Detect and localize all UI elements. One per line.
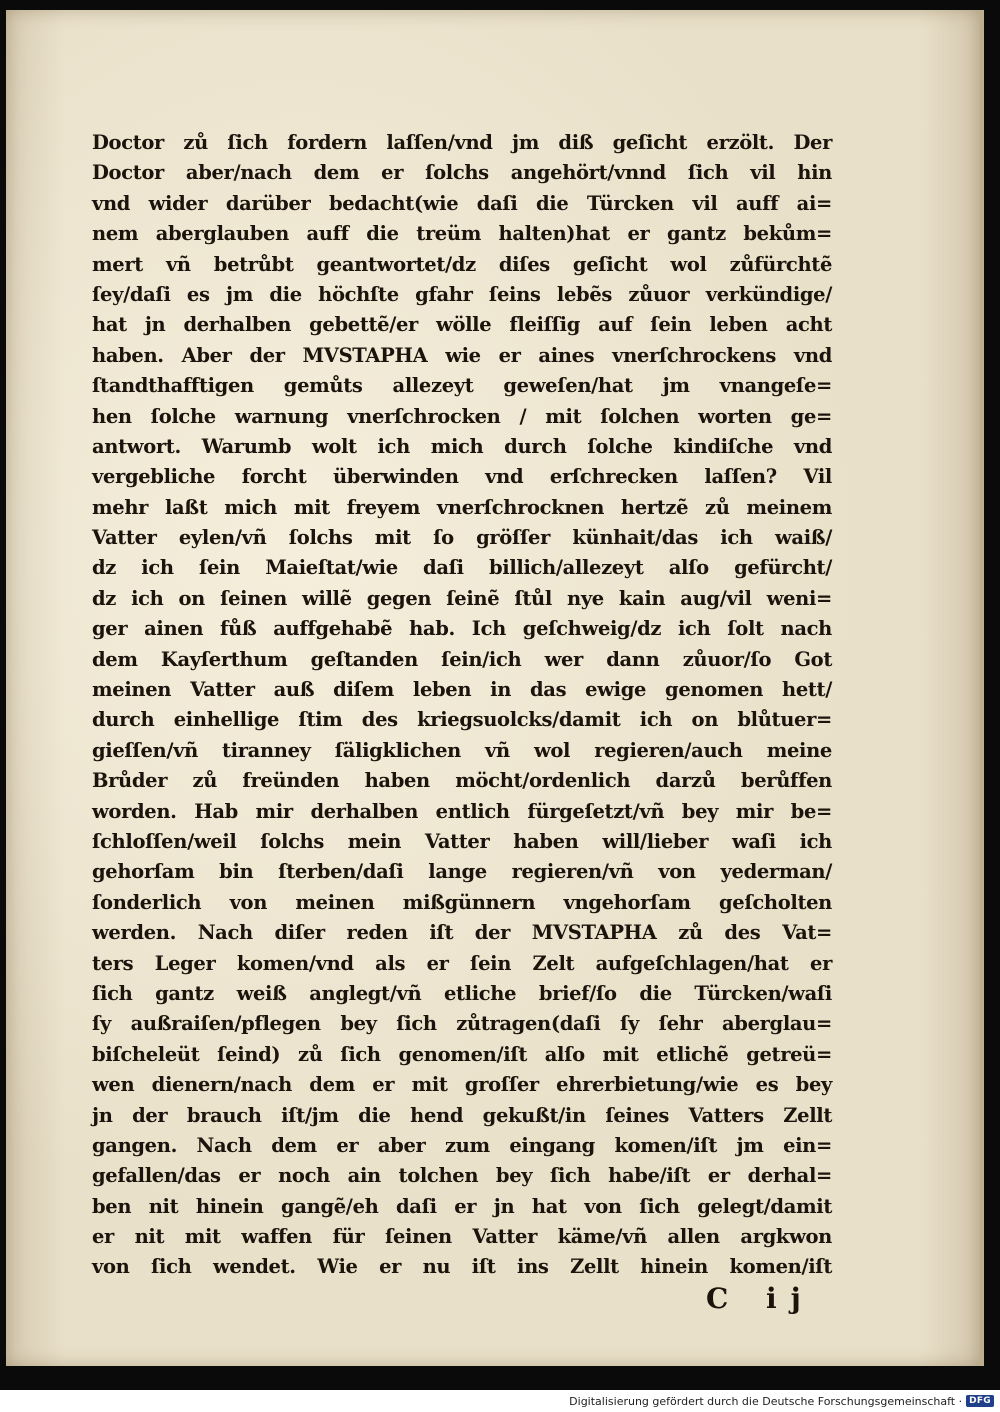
text-line: antwort. Warumb wolt ich mich durch ſolche kindiſche vnd: [92, 434, 832, 458]
text-line: ſich gantz weiß anglegt/vñ etliche brief/ſo die Türcken/waſi: [92, 981, 832, 1005]
footer-credit-text: Digitalisierung gefördert durch die Deutsche Forschungsgemeinschaft ·: [569, 1394, 963, 1408]
text-line: ſchloſſen/weil ſolchs mein Vatter haben will/lieber waſi ich: [92, 829, 832, 853]
digitization-footer: [569, 1392, 994, 1410]
text-line: gehorſam bin ſterben/daſi lange regieren/vñ von yederman/: [92, 860, 832, 884]
text-line: dem Kayſerthum geſtanden ſein/ich wer dann zůuor/ſo Got: [92, 647, 832, 671]
text-line: mehr laßt mich mit freyem vnerſchrocknen hertzẽ zů meinem: [92, 495, 832, 519]
text-line: worden. Hab mir derhalben entlich fürgeſetzt/vñ bey mir be=: [92, 799, 832, 823]
text-line: ger ainen fůß auffgehabẽ hab. Ich geſchweig/dz ich ſolt nach: [92, 617, 832, 641]
text-line: vergebliche forcht überwinden vnd erſchrecken laſſen? Vil: [92, 465, 832, 489]
text-line: biſcheleüt ſeind) zů ſich genomen/iſt alſo mit etlichẽ getreü=: [92, 1042, 832, 1066]
text-line: hen ſolche warnung vnerſchrocken / mit ſolchen worten ge=: [92, 404, 832, 428]
text-line: gangen. Nach dem er aber zum eingang komen/iſt jm ein=: [92, 1133, 832, 1157]
book-page: [6, 10, 984, 1366]
text-line: vnd wider darüber bedacht(wie daſi die Türcken vil auff ai=: [92, 191, 832, 215]
text-line: jn der brauch iſt/jm die hend gekußt/in ſeines Vatters Zellt: [92, 1103, 832, 1127]
text-line: nem aberglauben auff die treüm halten)hat er gantz bekům=: [92, 222, 832, 246]
text-line: ſy außraiſen/pflegen bey ſich zůtragen(daſi ſy ſehr aberglau=: [92, 1012, 832, 1036]
text-line: ben nit hinein gangẽ/eh daſi er jn hat von ſich gelegt/damit: [92, 1194, 832, 1218]
text-line: gefallen/das er noch ain tolchen bey ſich habe/iſt er derhal=: [92, 1164, 832, 1188]
text-line: dz ich ſein Maieſtat/wie daſi billich/allezeyt alſo gefürcht/: [92, 556, 832, 580]
text-line: werden. Nach diſer reden iſt der MVSTAPHA zů des Vat=: [92, 921, 832, 945]
text-line: von ſich wendet. Wie er nu iſt ins Zellt hinein komen/iſt: [92, 1255, 832, 1279]
text-line: Doctor aber/nach dem er ſolchs angehört/vnnd ſich vil hin: [92, 161, 832, 185]
text-line: gieſſen/vñ tiranney ſäligklichen vñ wol regieren/auch meine: [92, 738, 832, 762]
text-line: ters Leger komen/vnd als er ſein Zelt aufgeſchlagen/hat er: [92, 951, 832, 975]
text-line: Vatter eylen/vñ ſolchs mit ſo gröſſer künhait/das ich waiß/: [92, 526, 832, 550]
text-line: er nit mit waffen für ſeinen Vatter käme/vñ allen argkwon: [92, 1225, 832, 1249]
text-line: haben. Aber der MVSTAPHA wie er aines vnerſchrockens vnd: [92, 343, 832, 367]
text-line: dz ich on ſeinen willẽ gegen ſeinẽ ſtůl nye kain aug/vil weni=: [92, 586, 832, 610]
text-line: ſey/daſi es jm die höchſte gfahr ſeins lebẽs zůuor verkündige/: [92, 282, 832, 306]
text-line: meinen Vatter auß diſem leben in das ewige genomen hett/: [92, 678, 832, 702]
signature-mark: C ij: [706, 1282, 815, 1315]
text-line: ſonderlich von meinen mißgünnern vngehorſam geſcholten: [92, 890, 832, 914]
text-line: Doctor zů ſich fordern laſſen/vnd jm diß geſicht erzölt. Der: [92, 131, 832, 154]
text-line: wen dienern/nach dem er mit groſſer ehrerbietung/wie es bey: [92, 1073, 832, 1097]
text-line: hat jn derhalben gebettẽ/er wölle fleiſſig auf ſein leben acht: [92, 313, 832, 337]
text-line: durch einhellige ſtim des kriegsuolcks/damit ich on blůtuer=: [92, 708, 832, 732]
text-line: ſtandthafftigen gemůts allezeyt geweſen/hat jm vnangeſe=: [92, 374, 832, 398]
text-line: mert vñ betrůbt geantwortet/dz diſes geſicht wol zůfürchtẽ: [92, 252, 832, 276]
dfg-logo-icon: DFG: [966, 1395, 994, 1407]
text-line: Brůder zů freünden haben möcht/ordenlich darzů berůffen: [92, 769, 832, 793]
page-text-block: [92, 128, 832, 1283]
